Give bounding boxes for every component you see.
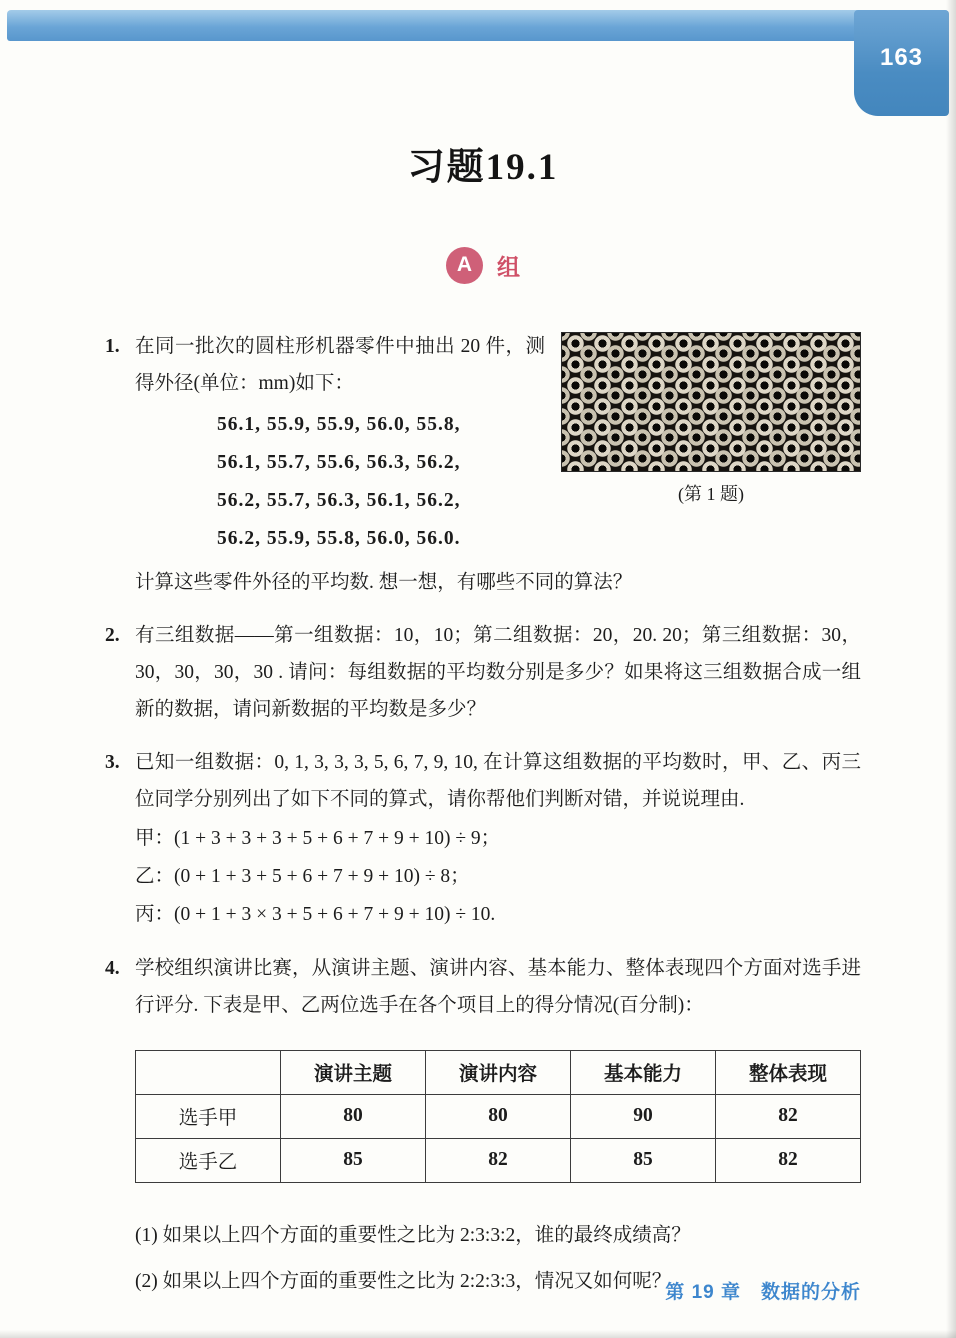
problem-3-text: 已知一组数据：0, 1, 3, 3, 3, 5, 6, 7, 9, 10, 在计算这组数据的平均数时，甲、乙、丙三位同学分别列出了如下不同的算式，请你帮他们判断对错，并说说理由.	[135, 751, 861, 810]
data-line: 56.1, 55.9, 55.9, 56.0, 55.8,	[217, 413, 461, 435]
problem-2-text: 有三组数据——第一组数据：10，10；第二组数据：20，20. 20；第三组数据：30，30，30，30，30 . 请问：每组数据的平均数分别是多少？如果将这三组数据合成一组新的数据，请问新数据的平均数是多少？	[135, 624, 861, 720]
data-line: 56.2, 55.7, 56.3, 56.1, 56.2,	[217, 489, 461, 511]
group-heading	[105, 247, 861, 284]
problem-2-body	[135, 617, 861, 728]
score-cell: 82	[716, 1138, 861, 1182]
page-number-tab	[854, 10, 949, 116]
problem-4-body	[135, 950, 861, 1309]
score-cell: 90	[571, 1094, 716, 1138]
problem-2-number: 2.	[105, 624, 120, 646]
sub-question-1: (1) 如果以上四个方面的重要性之比为 2:3:3:2，谁的最终成绩高？	[135, 1224, 691, 1246]
problem-4-text: 学校组织演讲比赛，从演讲主题、演讲内容、基本能力、整体表现四个方面对选手进行评分. 下表是甲、乙两位选手在各个项目上的得分情况(百分制)：	[135, 957, 861, 1016]
group-a-badge: A	[446, 247, 483, 284]
student-formulas	[135, 820, 861, 934]
problem-2	[105, 617, 861, 728]
cylindrical-parts-photo	[561, 332, 861, 472]
column-header: 整体表现	[716, 1050, 861, 1094]
score-cell: 80	[426, 1094, 571, 1138]
score-cell: 85	[281, 1138, 426, 1182]
problem-1-number: 1.	[105, 335, 120, 357]
problem-1-body	[135, 328, 861, 601]
problem-3-body	[135, 744, 861, 934]
problem-1-followup: 计算这些零件外径的平均数. 想一想，有哪些不同的算法？	[135, 571, 633, 593]
score-cell: 82	[716, 1094, 861, 1138]
group-label: 组	[497, 253, 520, 280]
score-table	[135, 1050, 861, 1183]
formula-jia: 甲：(1 + 3 + 3 + 3 + 5 + 6 + 7 + 9 + 10) ÷ 9；	[135, 827, 501, 849]
problem-1-figure	[561, 332, 861, 506]
sub-question-2: (2) 如果以上四个方面的重要性之比为 2:2:3:3，情况又如何呢？	[135, 1270, 672, 1292]
formula-bing: 丙：(0 + 1 + 3 × 3 + 5 + 6 + 7 + 9 + 10) ÷ 10.	[135, 903, 496, 925]
problem-3	[105, 744, 861, 934]
problem-1	[105, 328, 861, 601]
data-line: 56.2, 55.9, 55.8, 56.0, 56.0.	[217, 527, 461, 549]
score-cell: 82	[426, 1138, 571, 1182]
score-cell: 85	[571, 1138, 716, 1182]
column-header: 演讲内容	[426, 1050, 571, 1094]
score-cell: 80	[281, 1094, 426, 1138]
page-number: 163	[879, 44, 924, 71]
problem-4	[105, 950, 861, 1309]
exercise-title: 习题19.1	[407, 147, 559, 188]
problem-4-number: 4.	[105, 957, 120, 979]
row-label: 选手乙	[136, 1138, 281, 1182]
row-label: 选手甲	[136, 1094, 281, 1138]
data-line: 56.1, 55.7, 55.6, 56.3, 56.2,	[217, 451, 461, 473]
column-header: 演讲主题	[281, 1050, 426, 1094]
table-header-row	[136, 1050, 861, 1094]
table-row	[136, 1094, 861, 1138]
formula-yi: 乙：(0 + 1 + 3 + 5 + 6 + 7 + 9 + 10) ÷ 8；	[135, 865, 470, 887]
problem-3-number: 3.	[105, 751, 120, 773]
table-row	[136, 1138, 861, 1182]
header-bar	[7, 10, 949, 41]
column-header: 基本能力	[571, 1050, 716, 1094]
problem-1-text: 在同一批次的圆柱形机器零件中抽出 20 件，测得外径(单位：mm)如下：	[135, 335, 545, 394]
chapter-footer: 第 19 章 数据的分析	[665, 1282, 861, 1303]
figure-caption: (第 1 题)	[678, 483, 744, 504]
table-corner-cell	[136, 1050, 281, 1094]
